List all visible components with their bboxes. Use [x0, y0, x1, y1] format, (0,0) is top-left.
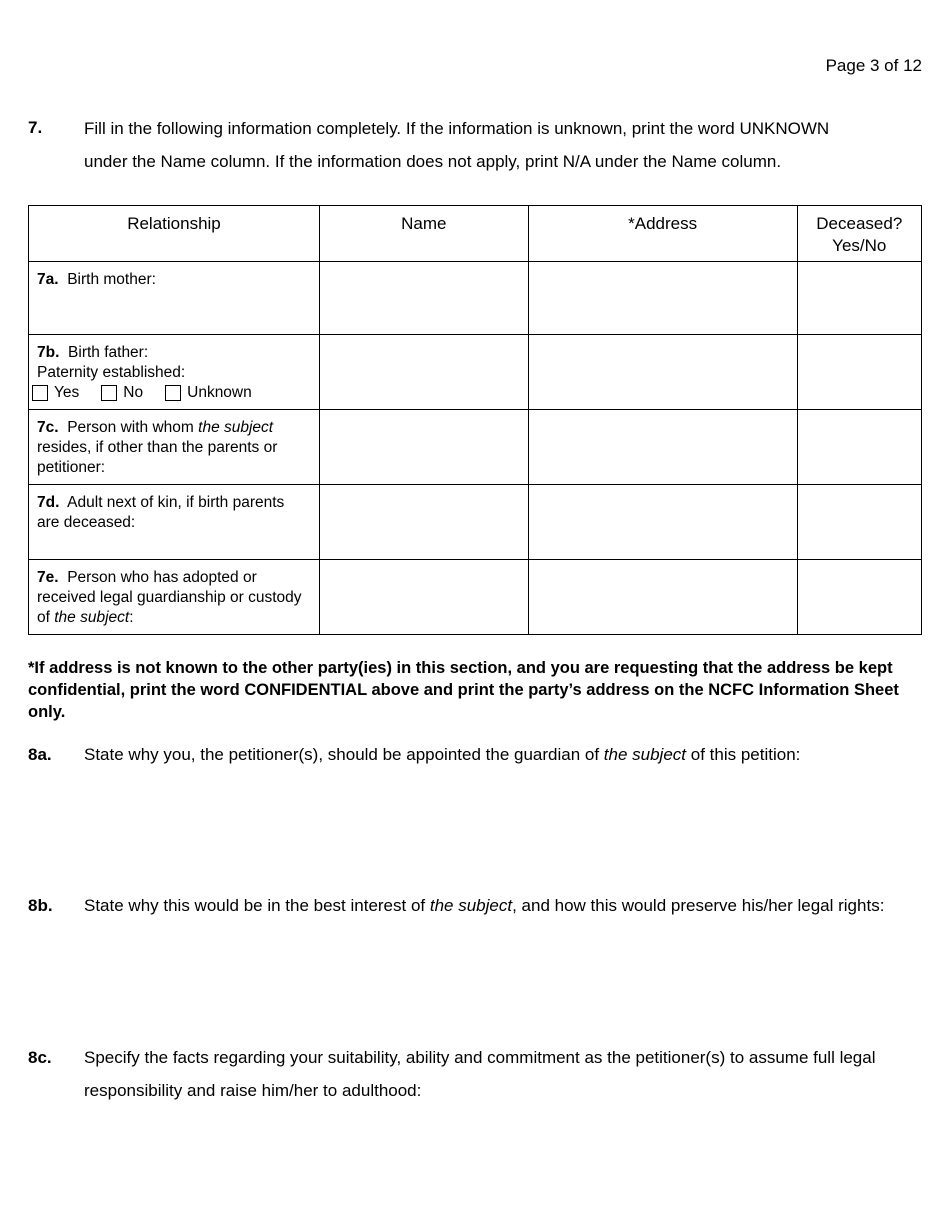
- relationship-table: [28, 205, 922, 635]
- q8b-answer-area[interactable]: [84, 958, 922, 1038]
- row-text-7c-a: Person with whom: [67, 419, 199, 436]
- relationship-cell-7c: [29, 410, 320, 485]
- q8b-number: 8b.: [28, 896, 53, 915]
- table-row-7a: [29, 262, 922, 335]
- confidential-address-notice: *If address is not known to the other party(ies) in this section, and you are requesting that the address be kept confidential, print the word CONFIDENTIAL above and print the party’s address on the NCFC Information Sheet only.: [28, 659, 899, 721]
- table-row-7c: [29, 410, 922, 485]
- row-text-7c-b: resides, if other than the parents or petitioner:: [37, 439, 278, 476]
- header-relationship: Relationship: [29, 206, 320, 262]
- paternity-yes-checkbox[interactable]: [32, 385, 48, 401]
- paternity-yes-option[interactable]: [32, 383, 79, 403]
- q8c-text: Specify the facts regarding your suitability, ability and commitment as the petitioner(s) to assume full legal responsibility and raise him/her to adulthood:: [84, 1048, 876, 1100]
- q8b-text-italic: the subject: [429, 896, 513, 915]
- address-field-7b[interactable]: [528, 335, 797, 410]
- q8c-number: 8c.: [28, 1048, 52, 1067]
- q8a-answer-area[interactable]: [84, 775, 922, 885]
- paternity-unknown-checkbox[interactable]: [165, 385, 181, 401]
- q7-line-2: under the Name column. If the information does not apply, print N/A under the Name column.: [84, 152, 782, 171]
- paternity-unknown-label: Unknown: [187, 384, 252, 401]
- row-text-7e-a: Person who has adopted or received legal guardianship or custody of: [37, 569, 302, 626]
- q7-number: 7.: [28, 118, 43, 137]
- row-text-7d: Adult next of kin, if birth parents are deceased:: [37, 494, 285, 531]
- paternity-unknown-option[interactable]: [165, 383, 252, 403]
- q8b-text: [84, 889, 924, 922]
- header-deceased: [797, 206, 921, 262]
- deceased-field-7a[interactable]: [797, 262, 921, 335]
- row-label-7a: 7a.: [37, 271, 59, 288]
- name-field-7a[interactable]: [319, 262, 528, 335]
- row-text-7a: Birth mother:: [67, 271, 156, 288]
- name-field-7e[interactable]: [319, 560, 528, 635]
- paternity-no-option[interactable]: [101, 383, 143, 403]
- name-field-7c[interactable]: [319, 410, 528, 485]
- q7-line-1: Fill in the following information completely. If the information is unknown, print the word UNKNOWN: [84, 119, 830, 138]
- table-row-7e: [29, 560, 922, 635]
- address-field-7e[interactable]: [528, 560, 797, 635]
- paternity-no-checkbox[interactable]: [101, 385, 117, 401]
- address-field-7d[interactable]: [528, 485, 797, 560]
- row-label-7c: 7c.: [37, 419, 59, 436]
- name-field-7b[interactable]: [319, 335, 528, 410]
- table-row-7d: [29, 485, 922, 560]
- header-deceased-line-1: Deceased?: [816, 214, 903, 233]
- row-label-7e: 7e.: [37, 569, 59, 586]
- q8c-answer-area[interactable]: [84, 1110, 922, 1210]
- q7-instructions: [84, 112, 924, 178]
- row-label-7d: 7d.: [37, 494, 60, 511]
- deceased-field-7d[interactable]: [797, 485, 921, 560]
- header-name: Name: [319, 206, 528, 262]
- row-label-7b: 7b.: [37, 344, 60, 361]
- paternity-no-label: No: [123, 384, 144, 401]
- page-number: Page 3 of 12: [825, 56, 922, 75]
- address-field-7c[interactable]: [528, 410, 797, 485]
- header-deceased-line-2: Yes/No: [832, 236, 887, 255]
- q8a-text-b: of this petition:: [686, 745, 801, 764]
- relationship-cell-7d: [29, 485, 320, 560]
- relationship-cell-7b: [29, 335, 320, 410]
- row-text-7e-b: :: [129, 609, 134, 626]
- deceased-field-7e[interactable]: [797, 560, 921, 635]
- deceased-field-7b[interactable]: [797, 335, 921, 410]
- q8a-text-a: State why you, the petitioner(s), should be appointed the guardian of: [84, 745, 604, 764]
- q8a-text: [84, 738, 924, 771]
- paternity-options: [32, 383, 311, 403]
- q8a-number: 8a.: [28, 745, 52, 764]
- q8a-text-italic: the subject: [603, 745, 687, 764]
- address-field-7a[interactable]: [528, 262, 797, 335]
- header-address: *Address: [528, 206, 797, 262]
- paternity-label: Paternity established:: [37, 364, 186, 381]
- q8b-text-a: State why this would be in the best interest of: [84, 896, 430, 915]
- paternity-yes-label: Yes: [54, 384, 80, 401]
- name-field-7d[interactable]: [319, 485, 528, 560]
- table-header-row: [29, 206, 922, 262]
- table-row-7b: [29, 335, 922, 410]
- relationship-cell-7a: [29, 262, 320, 335]
- deceased-field-7c[interactable]: [797, 410, 921, 485]
- q8b-text-b: , and how this would preserve his/her legal rights:: [512, 896, 885, 915]
- row-text-7b: Birth father:: [68, 344, 149, 361]
- row-text-7c-italic: the subject: [198, 419, 274, 436]
- row-text-7e-italic: the subject: [54, 609, 130, 626]
- relationship-cell-7e: [29, 560, 320, 635]
